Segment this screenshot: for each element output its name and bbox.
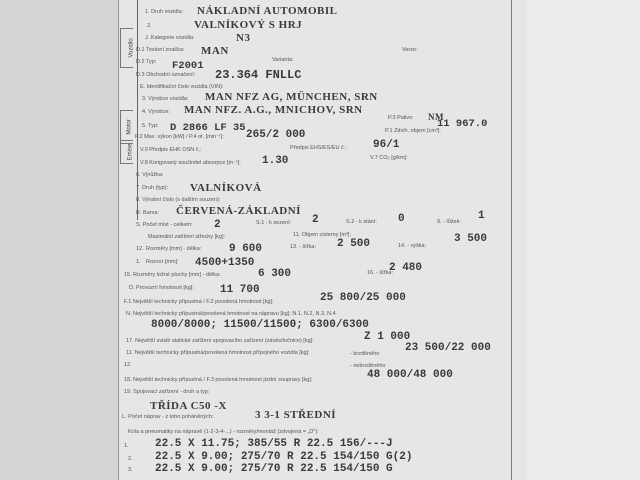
label-tovarni-znacka: D.1 Tovární značka: <box>136 47 185 53</box>
value-sirka: 2 500 <box>337 238 371 250</box>
label-vyrobce-vozidla: 3. Výrobce vozidla: <box>142 96 189 102</box>
label-pocet-naprav: L. Počet náprav - z toho poháněných: <box>122 414 214 420</box>
value-mist-celkem: 2 <box>214 219 221 231</box>
value-pripojne-vozidlo: 23 500/22 000 <box>405 342 491 354</box>
value-barva: ČERVENÁ-ZÁKLADNÍ <box>176 205 301 217</box>
label-spojovaci-zarizeni: 19. Spojovací zařízení - druh a typ: <box>124 389 210 395</box>
value-rozmery-delka: 9 600 <box>229 243 263 255</box>
label-vyrizka: 6. Výrůžka: <box>136 172 164 178</box>
label-predpis-ehs: Předpis EHS/ES/EU č.: <box>290 145 347 151</box>
value-max-vykon: 265/2 000 <box>246 129 306 141</box>
label-kategorie: J. Kategorie vozidla: <box>145 35 195 41</box>
row-number: 2. <box>128 456 133 462</box>
value-typ: F2001 <box>172 60 204 72</box>
label-luzek: 9. - lůžek: <box>437 219 461 225</box>
label-zdvihovy-objem: P.1 Zdvih. objem [cm³]: <box>385 128 441 134</box>
value-pocet-naprav: 3 3-1 STŘEDNÍ <box>255 409 337 421</box>
value-lozna-delka: 6 300 <box>258 268 292 280</box>
label-lozna-delka: 15. Rozměry ložné plochy [mm] - délka: <box>124 272 221 278</box>
label-lozna-sirka: 16. - šířka: <box>367 270 393 276</box>
value-mist-sezeni: 2 <box>312 214 319 226</box>
value-zdvihovy-objem: 11 967.0 <box>437 118 488 130</box>
label-rozmery-delka: Rozměry [mm] - délka: <box>146 246 202 252</box>
row-number: 1. <box>124 443 129 449</box>
label-brzdene: - brzděného <box>350 351 380 357</box>
label-typ: D.2 Typ: <box>136 59 157 65</box>
label-mist-sezeni: S.1 - k sezení: <box>256 220 292 226</box>
label-zatizeni-strechy: Maximální zatížení střechy [kg]: <box>148 234 226 240</box>
value-kategorie: N3 <box>236 32 251 44</box>
value-vyrobce-motoru: MAN NFZ. A.G., MNICHOV, SRN <box>184 104 363 116</box>
row-number: 3. <box>128 467 133 473</box>
row-number: 12. <box>124 362 132 368</box>
label-typ-motoru: 5. Typ: <box>142 123 159 129</box>
label-nejvetsi-hmotnost: F.1 Největší technicky přípustná / F.2 povolená hmotnost [kg]: <box>124 299 274 305</box>
label-pripojne-vozidlo: 11. Největší technicky přípustná/povolená hmotnost přípojného vozidla [kg]: <box>126 350 310 356</box>
section-emise <box>120 140 133 164</box>
value-mist-stani: 0 <box>398 213 405 225</box>
value-rozvor: 4500+1350 <box>195 257 255 269</box>
value-korigovany-soucinitel: 1.30 <box>262 155 289 167</box>
label-vyrobce-motoru: 4. Výrobce: <box>142 109 170 115</box>
background-right <box>527 0 640 480</box>
label-jizdni-souprava: 18. Největší technicky přípustná / F.3 povolená hmotnost jízdní soupravy [kg]: <box>124 377 313 383</box>
row-number: 12. <box>136 246 144 252</box>
value-kola-naprava-3: 22.5 X 9.00; 275/70 R 22.5 154/150 G <box>155 463 393 475</box>
label-nebrzdene: - nebrzděného <box>350 363 386 369</box>
value-vyrobce-vozidla: MAN NFZ AG, MÜNCHEN, SRN <box>205 91 378 103</box>
section-label: Motor <box>126 119 133 135</box>
label-verze: Verze: <box>402 47 418 53</box>
label-sirka: 13. - šířka: <box>290 244 316 250</box>
section-label: Emise <box>127 143 134 161</box>
value-kola-naprava-1: 22.5 X 11.75; 385/55 R 22.5 156/---J <box>155 438 393 450</box>
label-co2: V.7 CO₂ [g/km]: <box>370 155 408 161</box>
value-spojovaci-zarizeni: TŘÍDA C50 -X <box>150 400 227 412</box>
value-vyska: 3 500 <box>454 233 488 245</box>
value-tovarni-znacka: MAN <box>201 45 229 57</box>
value-hmotnost-naprav: 8000/8000; 11500/11500; 6300/6300 <box>151 319 369 331</box>
label-provozni-hmotnost: D. Provozní hmotnost [kg]: <box>129 285 194 291</box>
section-vozidlo <box>120 28 133 68</box>
value-druh-typ: VALNÍKOVÁ <box>190 182 262 194</box>
label-kola: Kola a pneumatiky na nápravě (1-2-3-4-...) - rozměry/montáž (zdvojená = „D"): <box>128 429 319 435</box>
label-hmotnost-naprav: N. Největší technicky přípustná/povolená hmotnost na nápravu [kg]: N.1, N.2, N.3, N.4 <box>126 311 336 317</box>
value-druh-vozidla-2: VALNÍKOVÝ S HRJ <box>194 19 303 31</box>
label-korigovany-soucinitel: V.8 Korigovaný součinitel absorpce [m⁻¹]: <box>140 160 241 166</box>
label-mist-celkem: S. Počet míst - celkem: <box>136 222 193 228</box>
row-number: 2. <box>147 23 152 29</box>
label-max-vykon: P.2 Max. výkon [kW] / P.4 ot. [min⁻¹]: <box>135 134 224 140</box>
label-palivo: P.3 Palivo: <box>388 115 414 121</box>
value-nejvetsi-hmotnost: 25 800/25 000 <box>320 292 406 304</box>
value-palivo: NM <box>428 112 444 122</box>
row-number: 1. <box>136 259 141 265</box>
background-left <box>0 0 118 480</box>
value-lozna-sirka: 2 480 <box>389 262 423 274</box>
label-varianta: Varianta: <box>272 57 294 63</box>
value-luzek: 1 <box>478 210 485 222</box>
value-typ-motoru: D 2866 LF 35 <box>170 122 246 134</box>
label-predpis-ehk: V.9 Předpis EHK OSN č.: <box>140 147 202 153</box>
value-obchodni-oznaceni: 23.364 FNLLC <box>215 68 302 82</box>
value-predpis-ehs: 96/1 <box>373 139 400 151</box>
value-kola-naprava-2: 22.5 X 9.00; 275/70 R 22.5 154/150 G(2) <box>155 451 413 463</box>
label-vin: E. Identifikační číslo vozidla (VIN): <box>140 84 224 90</box>
value-provozni-hmotnost: 11 700 <box>220 284 260 296</box>
label-objem-cisterny: 11. Objem cisterny [m³]: <box>293 232 351 238</box>
label-obchodni-oznaceni: D.3 Obchodní označení: <box>136 72 196 78</box>
label-druh-vozidla: 1. Druh vozidla: <box>145 9 184 15</box>
label-druh-typ: 7. Druh (typ): <box>136 185 169 191</box>
label-rozvor: Rozvor [mm]: <box>146 259 179 265</box>
label-barva: R. Barva: <box>136 210 159 216</box>
section-label: Vozidlo <box>128 38 135 58</box>
value-zatizeni-spoj: Z 1 000 <box>364 331 411 343</box>
label-vyska: 14. - výška: <box>398 243 427 249</box>
label-mist-stani: S.2 - k stání: <box>346 219 377 225</box>
label-vyrobni-cislo: 8. Výrobní číslo (s dalším souzen): <box>136 197 221 203</box>
value-jizdni-souprava: 48 000/48 000 <box>367 369 453 381</box>
page-border-right <box>511 0 512 480</box>
section-motor <box>120 110 133 144</box>
label-zatizeni-spoj: 17. Největší svislé statické zatížení spojovacího zařízení (závěs/točnice) [kg]: <box>126 338 314 344</box>
value-druh-vozidla: NÁKLADNÍ AUTOMOBIL <box>197 5 338 17</box>
